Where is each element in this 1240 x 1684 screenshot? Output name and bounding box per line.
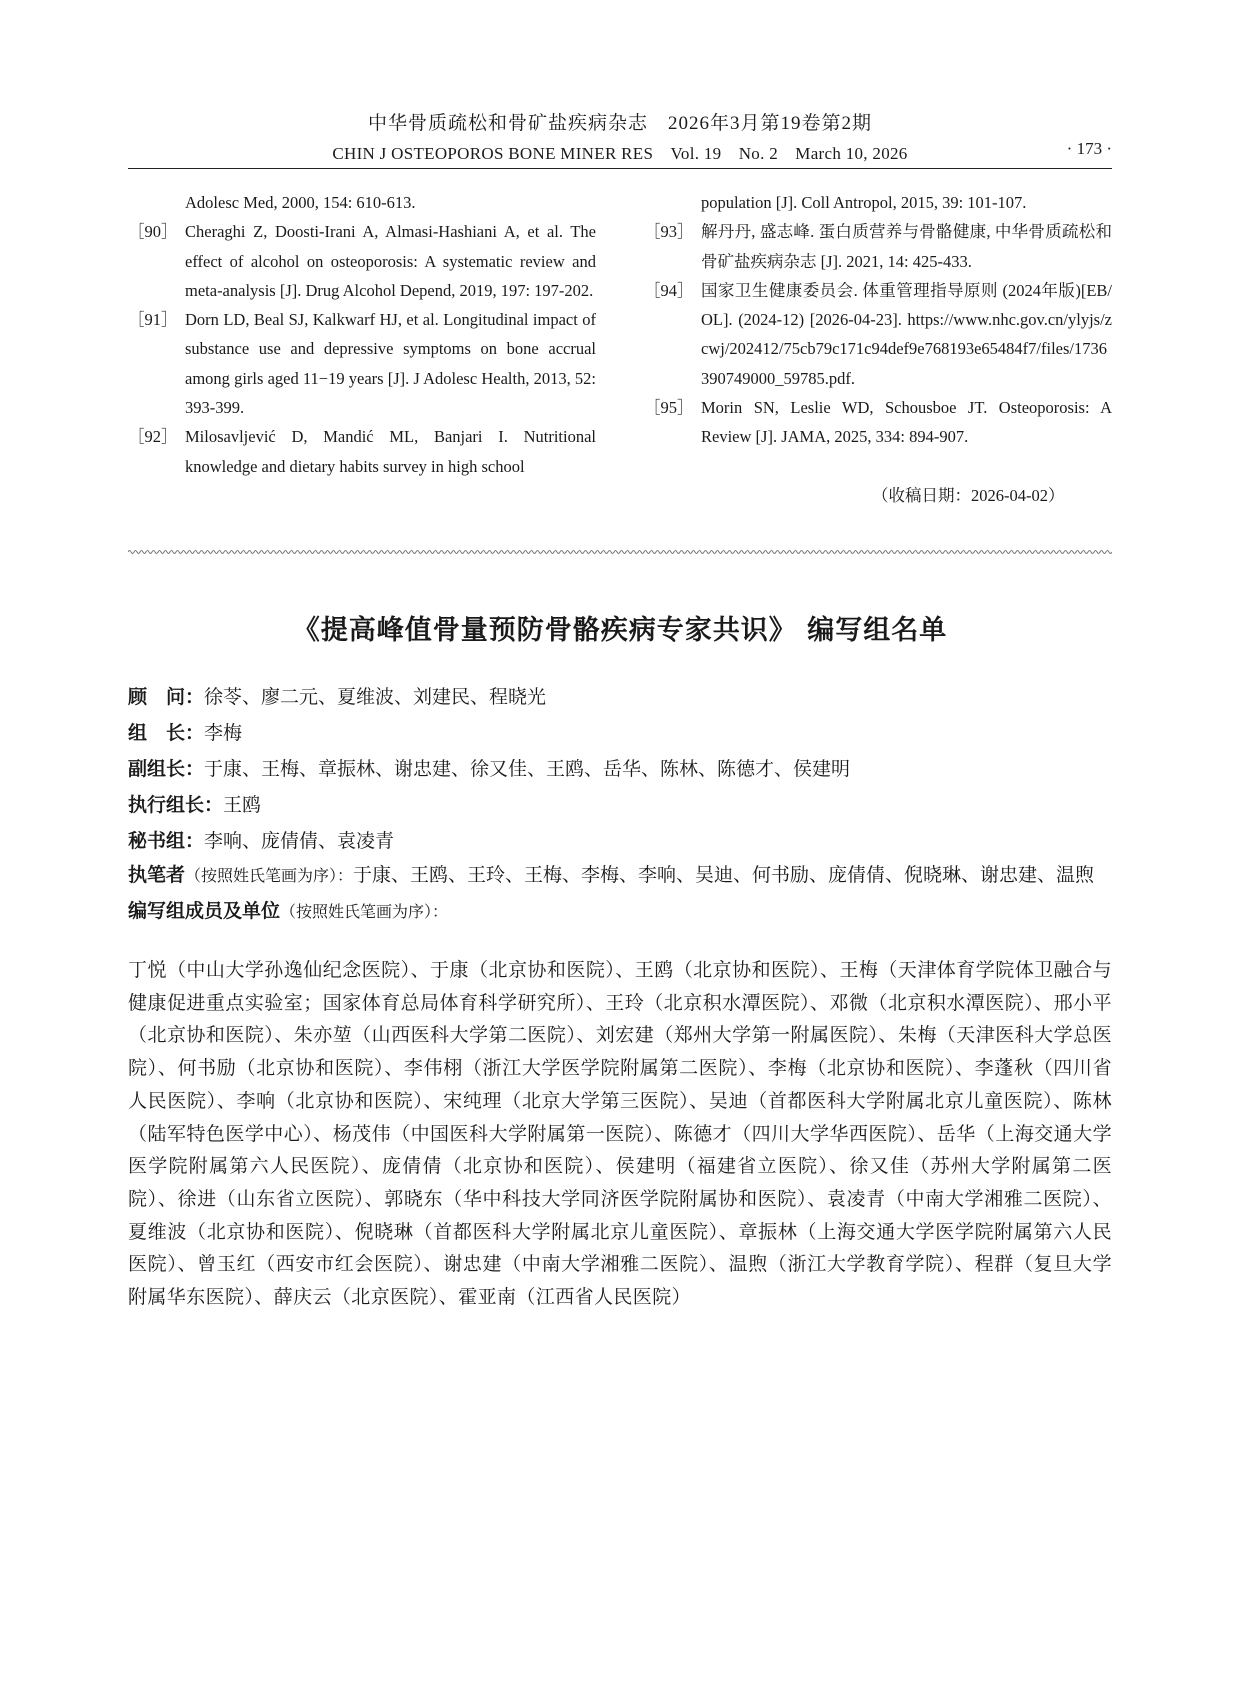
deputy-leader-names: 于康、王梅、章振林、谢忠建、徐又佳、王鸥、岳华、陈林、陈德才、侯建明 xyxy=(204,759,851,780)
members-label: 编写组成员及单位 xyxy=(128,900,281,922)
reference-text: population [J]. Coll Antropol, 2015, 39: 101-107. xyxy=(701,193,1027,212)
reference-item xyxy=(128,422,596,481)
members-list: 丁悦（中山大学孙逸仙纪念医院）、于康（北京协和医院）、王鸥（北京协和医院）、王梅（天津体育学院体卫融合与健康促进重点实验室；国家体育总局体育科学研究所）、王玲（北京积水潭医院）、邓微（北京积水潭医院）、邢小平（北京协和医院）、朱亦堃（山西医科大学第二医院）、刘宏建（郑州大学第一附属医院）、朱梅（天津医科大学总医院）、何书励（北京协和医院）、李伟栩（浙江大学医学院附属第二医院）、李梅（北京协和医院）、李蓬秋（四川省人民医院）、李响（北京协和医院）、宋纯理（北京大学第三医院）、吴迪（首都医科大学附属北京儿童医院）、陈林（陆军特色医学中心）、杨茂伟（中国医科大学附属第一医院）、陈德才（四川大学华西医院）、岳华（上海交通大学医学院附属第六人民医院）、庞倩倩（北京协和医院）、侯建明（福建省立医院）、徐又佳（苏州大学附属第二医院）、徐进（山东省立医院）、郭晓东（华中科技大学同济医学院附属协和医院）、袁凌青（中南大学湘雅二医院）、夏维波（北京协和医院）、倪晓琳（首都医科大学附属北京儿童医院）、章振林（上海交通大学医学院附属第六人民医院）、曾玉红（西安市红会医院）、谢忠建（中南大学湘雅二医院）、温煦（浙江大学教育学院）、程群（复旦大学附属华东医院）、薛庆云（北京医院）、霍亚南（江西省人民医院） xyxy=(128,960,1112,1309)
references-left-column xyxy=(128,188,596,481)
consensus-title: 《提高峰值骨量预防骨骼疾病专家共识》 编写组名单 xyxy=(292,615,948,646)
reference-number: ［91］ xyxy=(128,310,178,330)
reference-text: Adolesc Med, 2000, 154: 610-613. xyxy=(185,193,416,212)
journal-title-en: CHIN J OSTEOPOROS BONE MINER RES Vol. 19 No. 2 March 10, 2026 xyxy=(332,144,908,163)
header-rule xyxy=(128,168,1112,169)
executive-leader-names: 王鸥 xyxy=(223,795,262,816)
reference-number: ［94］ xyxy=(644,280,694,300)
advisor-names: 徐苓、廖二元、夏维波、刘建民、程晓光 xyxy=(204,687,547,708)
advisor-label: 顾 问： xyxy=(128,686,205,708)
executive-leader-label: 执行组长： xyxy=(128,794,224,816)
reference-text: 解丹丹, 盛志峰. 蛋白质营养与骨骼健康, 中华骨质疏松和骨矿盐疾病杂志 [J]. 2021, 14: 425-433. xyxy=(701,222,1112,271)
reference-number: ［93］ xyxy=(644,222,694,242)
advisor-line xyxy=(128,679,1112,715)
writers-label: 执笔者 xyxy=(128,864,186,886)
deputy-leader-label: 副组长： xyxy=(128,758,205,780)
leader-label: 组 长： xyxy=(128,722,205,744)
journal-title-cn: 中华骨质疏松和骨矿盐疾病杂志 2026年3月第19卷第2期 xyxy=(367,113,872,134)
reference-text: Cheraghi Z, Doosti-Irani A, Almasi-Hashiani A, et al. The effect of alcohol on osteoporosis: A systematic review and meta-analysis [J]. Drug Alcohol Depend, 2019, 197: 197-202. xyxy=(185,222,596,300)
writers-names: 于康、王鸥、王玲、王梅、李梅、李响、吴迪、何书励、庞倩倩、倪晓琳、谢忠建、温煦 xyxy=(353,865,1095,886)
writers-line xyxy=(128,859,1112,893)
members-heading xyxy=(128,893,1112,929)
secretary-label: 秘书组： xyxy=(128,830,205,852)
reference-item xyxy=(128,188,596,217)
reference-item xyxy=(644,393,1112,452)
reference-item xyxy=(128,217,596,305)
reference-item xyxy=(644,188,1112,217)
section-divider-wavy xyxy=(128,548,1112,556)
reference-text: Dorn LD, Beal SJ, Kalkwarf HJ, et al. Longitudinal impact of substance use and depressive symptoms on bone accrual among girls aged 11−19 years [J]. J Adolesc Health, 2013, 52: 393-399. xyxy=(185,310,596,418)
reference-text: Milosavljević D, Mandić ML, Banjari I. Nutritional knowledge and dietary habits survey in high school xyxy=(185,427,596,476)
reference-item xyxy=(644,217,1112,276)
reference-number: ［90］ xyxy=(128,222,178,242)
executive-leader-line xyxy=(128,787,1112,823)
reference-number: ［95］ xyxy=(644,398,694,418)
reference-item xyxy=(128,305,596,422)
writing-group-roles xyxy=(128,679,1112,929)
secretary-names: 李响、庞倩倩、袁凌青 xyxy=(204,831,395,852)
secretary-line xyxy=(128,823,1112,859)
members-note: （按照姓氏笔画为序）： xyxy=(280,904,449,921)
deputy-leader-line xyxy=(128,751,1112,787)
reference-number: ［92］ xyxy=(128,427,178,447)
reference-text: 国家卫生健康委员会. 体重管理指导原则 (2024年版)[EB/OL]. (2024-12) [2026-04-23]. https://www.nhc.gov.cn/ylyjs/zcwj/202412/75cb79c171c94def9e768193e65484f7/files/1736390749000_59785.pdf. xyxy=(701,280,1112,388)
references-right-column xyxy=(644,188,1112,452)
running-header xyxy=(128,100,1112,170)
leader-line xyxy=(128,715,1112,751)
reference-text: Morin SN, Leslie WD, Schousboe JT. Osteoporosis: A Review [J]. JAMA, 2025, 334: 894-907. xyxy=(701,398,1112,447)
page-number: · 173 · xyxy=(1066,139,1112,158)
received-date: （收稿日期：2026-04-02） xyxy=(872,486,1065,505)
writers-note: （按照姓氏笔画为序）： xyxy=(185,868,354,885)
reference-item xyxy=(644,276,1112,393)
leader-names: 李梅 xyxy=(204,723,243,744)
